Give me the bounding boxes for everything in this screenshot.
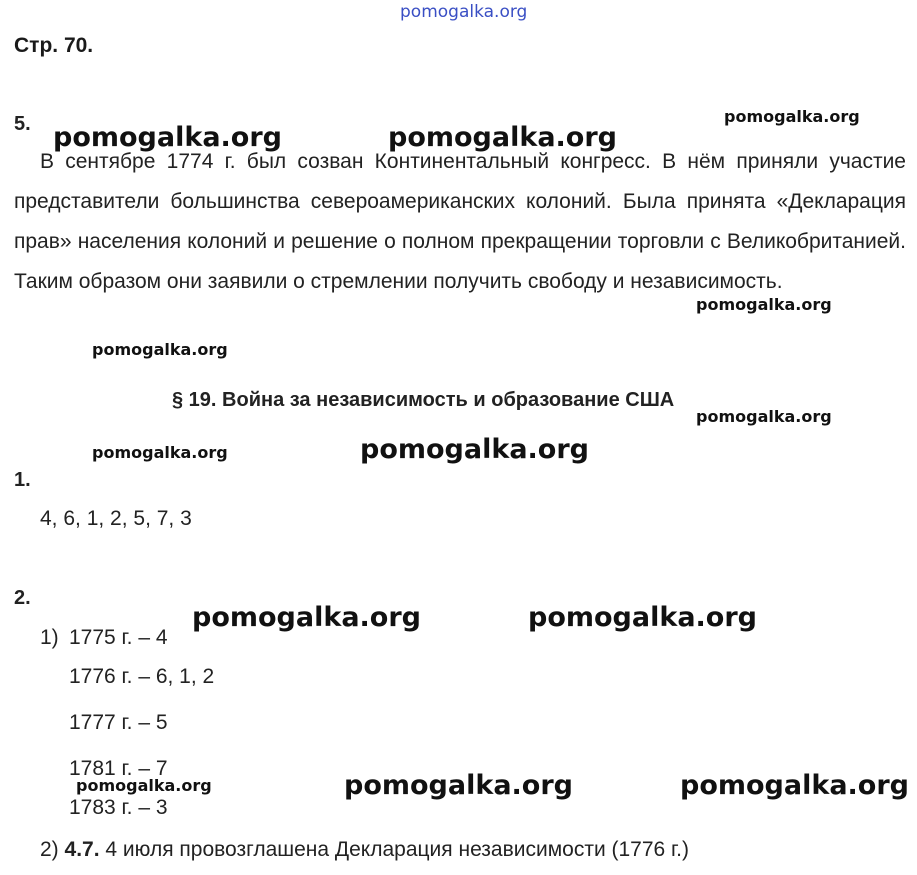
watermark: pomogalka.org	[76, 776, 212, 795]
timeline-line: 1775 г. – 4	[69, 626, 168, 649]
watermark: pomogalka.org	[92, 340, 228, 359]
watermark: pomogalka.org	[528, 602, 757, 633]
section-title: § 19. Война за независимость и образование США	[172, 389, 675, 411]
watermark: pomogalka.org	[696, 295, 832, 314]
question-2-part2-marker: 2)	[40, 838, 59, 861]
question-2-part2-text: 4 июля провозглашена Декларация независимости (1776 г.)	[105, 838, 689, 861]
question-2-number: 2.	[14, 587, 31, 609]
watermark: pomogalka.org	[724, 107, 860, 126]
question-2-part1-marker: 1)	[40, 626, 59, 649]
page-label: Стр. 70.	[14, 34, 94, 57]
watermark: pomogalka.org	[92, 443, 228, 462]
watermark: pomogalka.org	[360, 434, 589, 465]
question-2-part2	[40, 838, 689, 862]
timeline-line: 1776 г. – 6, 1, 2	[69, 665, 215, 688]
watermark: pomogalka.org	[680, 770, 909, 801]
watermark: pomogalka.org	[192, 602, 421, 633]
question-2-part2-reference: 4.7.	[64, 838, 100, 861]
header-watermark: pomogalka.org	[400, 2, 528, 22]
watermark: pomogalka.org	[696, 407, 832, 426]
watermark: pomogalka.org	[388, 122, 617, 153]
watermark: pomogalka.org	[344, 770, 573, 801]
timeline-line: 1783 г. – 3	[69, 796, 168, 819]
timeline-line: 1777 г. – 5	[69, 711, 168, 734]
watermark: pomogalka.org	[53, 122, 282, 153]
question-5-number: 5.	[14, 113, 31, 135]
question-1-number: 1.	[14, 469, 31, 491]
question-5-paragraph: В сентябре 1774 г. был созван Континентальный конгресс. В нём приняли участие представители большинства североамериканских колоний. Была принята «Декларация прав» населения колоний и решение о полном прекращении торговли с Великобританией. Таким образом они заявили о стремлении получить свободу и независимость.	[14, 150, 906, 293]
question-1-answer: 4, 6, 1, 2, 5, 7, 3	[40, 507, 192, 530]
timeline-line: 1781 г. – 7	[69, 757, 168, 780]
